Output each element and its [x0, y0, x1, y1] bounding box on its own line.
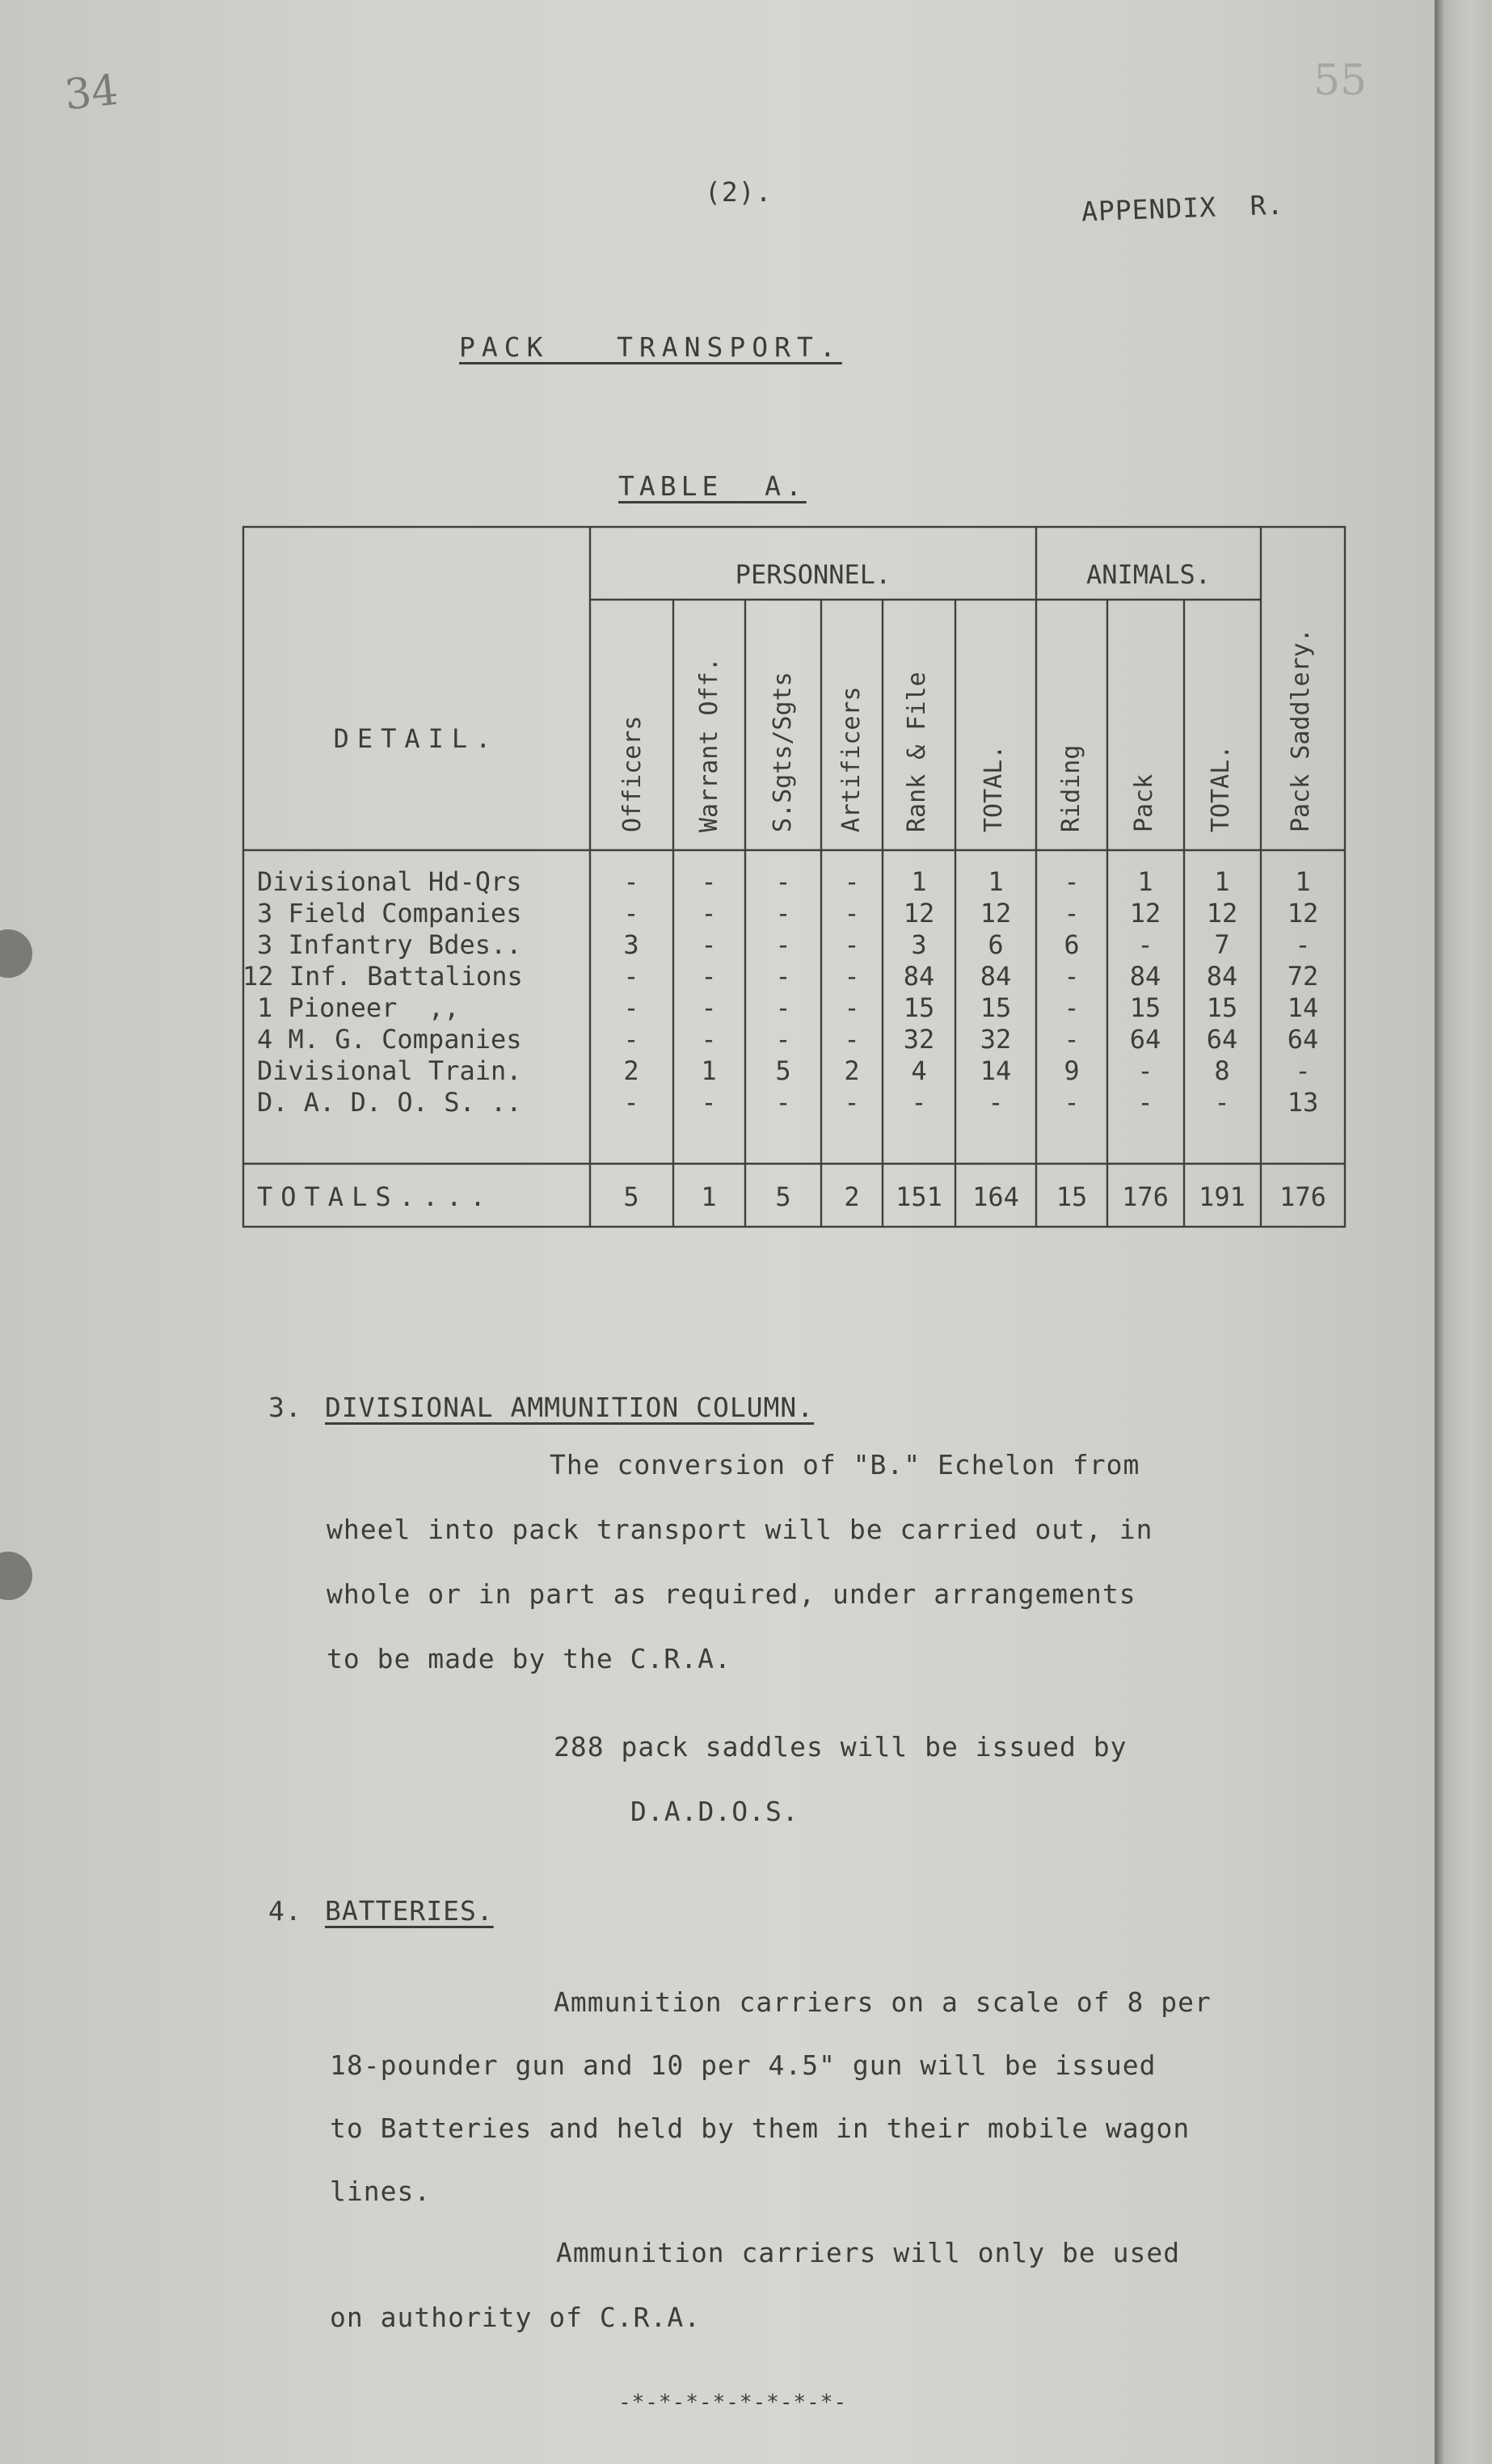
group-header-personnel: PERSONNEL. — [735, 559, 891, 590]
row-label: 3 Infantry Bdes.. — [257, 929, 522, 960]
folio-number-left: 34 — [62, 65, 121, 120]
totals-cell: 191 — [1199, 1181, 1245, 1212]
paragraph-line: Ammunition carriers on a scale of 8 per — [554, 1986, 1212, 2018]
table-cell: 3 — [623, 929, 639, 960]
table-cell: - — [844, 1024, 860, 1055]
totals-cell: 176 — [1279, 1181, 1326, 1212]
table-cell: 6 — [1064, 929, 1080, 960]
table-cell: 15 — [980, 992, 1012, 1023]
totals-cell: 2 — [844, 1181, 860, 1212]
paragraph-line: 288 pack saddles will be issued by — [554, 1731, 1127, 1763]
paragraph-line: The conversion of "B." Echelon from — [550, 1449, 1140, 1481]
paragraph-line: lines. — [330, 2175, 432, 2207]
table-cell: - — [1064, 1024, 1080, 1055]
column-header-staff-sergeants: S.Sgts/Sgts — [769, 672, 797, 832]
table-cell: - — [1137, 1087, 1153, 1118]
table-cell: - — [775, 929, 791, 960]
row-label: 12 Inf. Battalions — [242, 961, 523, 992]
table-cell: 2 — [623, 1055, 639, 1086]
table-cell: - — [1064, 866, 1080, 897]
table-cell: - — [1295, 1055, 1311, 1086]
table-cell: 84 — [1206, 961, 1238, 992]
totals-cell: 1 — [701, 1181, 717, 1212]
column-header-personnel-total: TOTAL. — [980, 744, 1008, 832]
detail-header: DETAIL. — [333, 723, 499, 754]
table-cell: - — [988, 1087, 1004, 1118]
table-cell: - — [1064, 961, 1080, 992]
table-cell: - — [775, 992, 791, 1023]
section-3-number: 3. — [268, 1392, 302, 1423]
page-number: (2). — [705, 176, 773, 208]
column-header-officers: Officers — [618, 715, 647, 832]
column-header-artificers: Artificers — [837, 686, 866, 832]
table-cell: 13 — [1287, 1087, 1319, 1118]
column-header-animals-total: TOTAL. — [1207, 744, 1235, 832]
table-cell: 14 — [1287, 992, 1319, 1023]
table-cell: - — [1064, 898, 1080, 929]
appendix-label: APPENDIX R. — [1081, 188, 1285, 228]
table-cell: - — [701, 992, 717, 1023]
row-label: D. A. D. O. S. .. — [257, 1087, 522, 1118]
table-cell: 1 — [1295, 866, 1311, 897]
table-cell: - — [1214, 1087, 1230, 1118]
table-cell: 84 — [1129, 961, 1161, 992]
table-cell: - — [844, 929, 860, 960]
table-cell: - — [701, 929, 717, 960]
table-cell: - — [775, 866, 791, 897]
table-cell: 12 — [980, 898, 1012, 929]
table-cell: 72 — [1287, 961, 1319, 992]
table-cell: 84 — [980, 961, 1012, 992]
table-cell: 12 — [1129, 898, 1161, 929]
table-cell: - — [1137, 1055, 1153, 1086]
row-label: 4 M. G. Companies — [257, 1024, 522, 1055]
totals-cell: 176 — [1122, 1181, 1169, 1212]
table-cell: - — [701, 1087, 717, 1118]
table-cell: - — [701, 961, 717, 992]
paragraph-line: on authority of C.R.A. — [330, 2302, 702, 2333]
folio-number-right: 55 — [1313, 57, 1368, 105]
table-cell: - — [1064, 1087, 1080, 1118]
table-cell: 4 — [911, 1055, 927, 1086]
paragraph-line: D.A.D.O.S. — [630, 1796, 799, 1827]
table-cell: 15 — [1129, 992, 1161, 1023]
paragraph-line: Ammunition carriers will only be used — [556, 2237, 1181, 2268]
footer-ornament: -*-*-*-*-*-*-*-*- — [618, 2390, 848, 2415]
table-cell: - — [623, 866, 639, 897]
table-cell: - — [775, 1024, 791, 1055]
column-header-warrant-officers: Warrant Off. — [695, 657, 723, 832]
paragraph-line: wheel into pack transport will be carried out, in — [327, 1514, 1153, 1545]
table-cell: - — [775, 898, 791, 929]
totals-cell: 15 — [1056, 1181, 1088, 1212]
column-header-rank-and-file: Rank & File — [903, 672, 931, 832]
table-cell: 8 — [1214, 1055, 1230, 1086]
paragraph-line: to Batteries and held by them in their mobile wagon — [330, 2112, 1191, 2144]
table-cell: 32 — [980, 1024, 1012, 1055]
table-cell: - — [623, 898, 639, 929]
row-label: Divisional Hd-Qrs — [257, 866, 522, 897]
table-cell: 3 — [911, 929, 927, 960]
table-cell: - — [623, 992, 639, 1023]
column-header-pack-saddlery: Pack Saddlery. — [1287, 628, 1315, 832]
table-cell: 1 — [1214, 866, 1230, 897]
row-label: Divisional Train. — [257, 1055, 522, 1086]
paragraph-line: 18-pounder gun and 10 per 4.5" gun will be issued — [330, 2049, 1157, 2081]
table-cell: 12 — [1287, 898, 1319, 929]
row-label: 1 Pioneer ,, — [257, 992, 460, 1023]
table-cell: 1 — [911, 866, 927, 897]
pack-transport-table — [242, 525, 1346, 1228]
table-cell: - — [844, 898, 860, 929]
table-cell: - — [1137, 929, 1153, 960]
table-cell: - — [701, 1024, 717, 1055]
page-edge — [1435, 0, 1492, 2464]
table-cell: 2 — [844, 1055, 860, 1086]
table-cell: 64 — [1287, 1024, 1319, 1055]
section-4-heading: BATTERIES. — [325, 1895, 494, 1927]
table-cell: 12 — [1206, 898, 1238, 929]
paragraph-line: to be made by the C.R.A. — [327, 1643, 731, 1674]
table-cell: 15 — [903, 992, 935, 1023]
table-cell: 14 — [980, 1055, 1012, 1086]
table-cell: - — [701, 898, 717, 929]
document-title: PACK TRANSPORT. — [459, 331, 842, 363]
table-cell: - — [623, 961, 639, 992]
table-cell: 1 — [1137, 866, 1153, 897]
table-cell: 9 — [1064, 1055, 1080, 1086]
table-cell: 7 — [1214, 929, 1230, 960]
table-cell: 12 — [903, 898, 935, 929]
table-cell: - — [775, 961, 791, 992]
column-header-pack: Pack — [1130, 773, 1158, 832]
paragraph-line: whole or in part as required, under arrangements — [327, 1578, 1136, 1610]
row-label: 3 Field Companies — [257, 898, 522, 929]
table-cell: - — [623, 1024, 639, 1055]
totals-cell: 164 — [972, 1181, 1019, 1212]
table-cell: - — [623, 1087, 639, 1118]
table-cell: - — [844, 961, 860, 992]
section-3-heading: DIVISIONAL AMMUNITION COLUMN. — [325, 1392, 815, 1423]
totals-cell: 5 — [623, 1181, 639, 1212]
table-cell: 84 — [903, 961, 935, 992]
totals-label: TOTALS.... — [257, 1181, 494, 1212]
table-cell: 32 — [903, 1024, 935, 1055]
table-cell: - — [1064, 992, 1080, 1023]
totals-cell: 151 — [896, 1181, 942, 1212]
table-cell: - — [911, 1087, 927, 1118]
table-cell: 1 — [701, 1055, 717, 1086]
table-cell: - — [844, 1087, 860, 1118]
table-cell: 6 — [988, 929, 1004, 960]
table-cell: - — [775, 1087, 791, 1118]
totals-cell: 5 — [775, 1181, 791, 1212]
table-cell: - — [1295, 929, 1311, 960]
column-header-riding: Riding — [1057, 744, 1085, 832]
table-cell: - — [844, 992, 860, 1023]
table-cell: 64 — [1129, 1024, 1161, 1055]
table-cell: - — [701, 866, 717, 897]
group-header-animals: ANIMALS. — [1085, 559, 1212, 590]
table-title: TABLE A. — [618, 470, 807, 502]
table-cell: 1 — [988, 866, 1004, 897]
table-cell: 15 — [1206, 992, 1238, 1023]
section-4-number: 4. — [268, 1895, 302, 1927]
table-cell: - — [844, 866, 860, 897]
table-cell: 5 — [775, 1055, 791, 1086]
table-cell: 64 — [1206, 1024, 1238, 1055]
